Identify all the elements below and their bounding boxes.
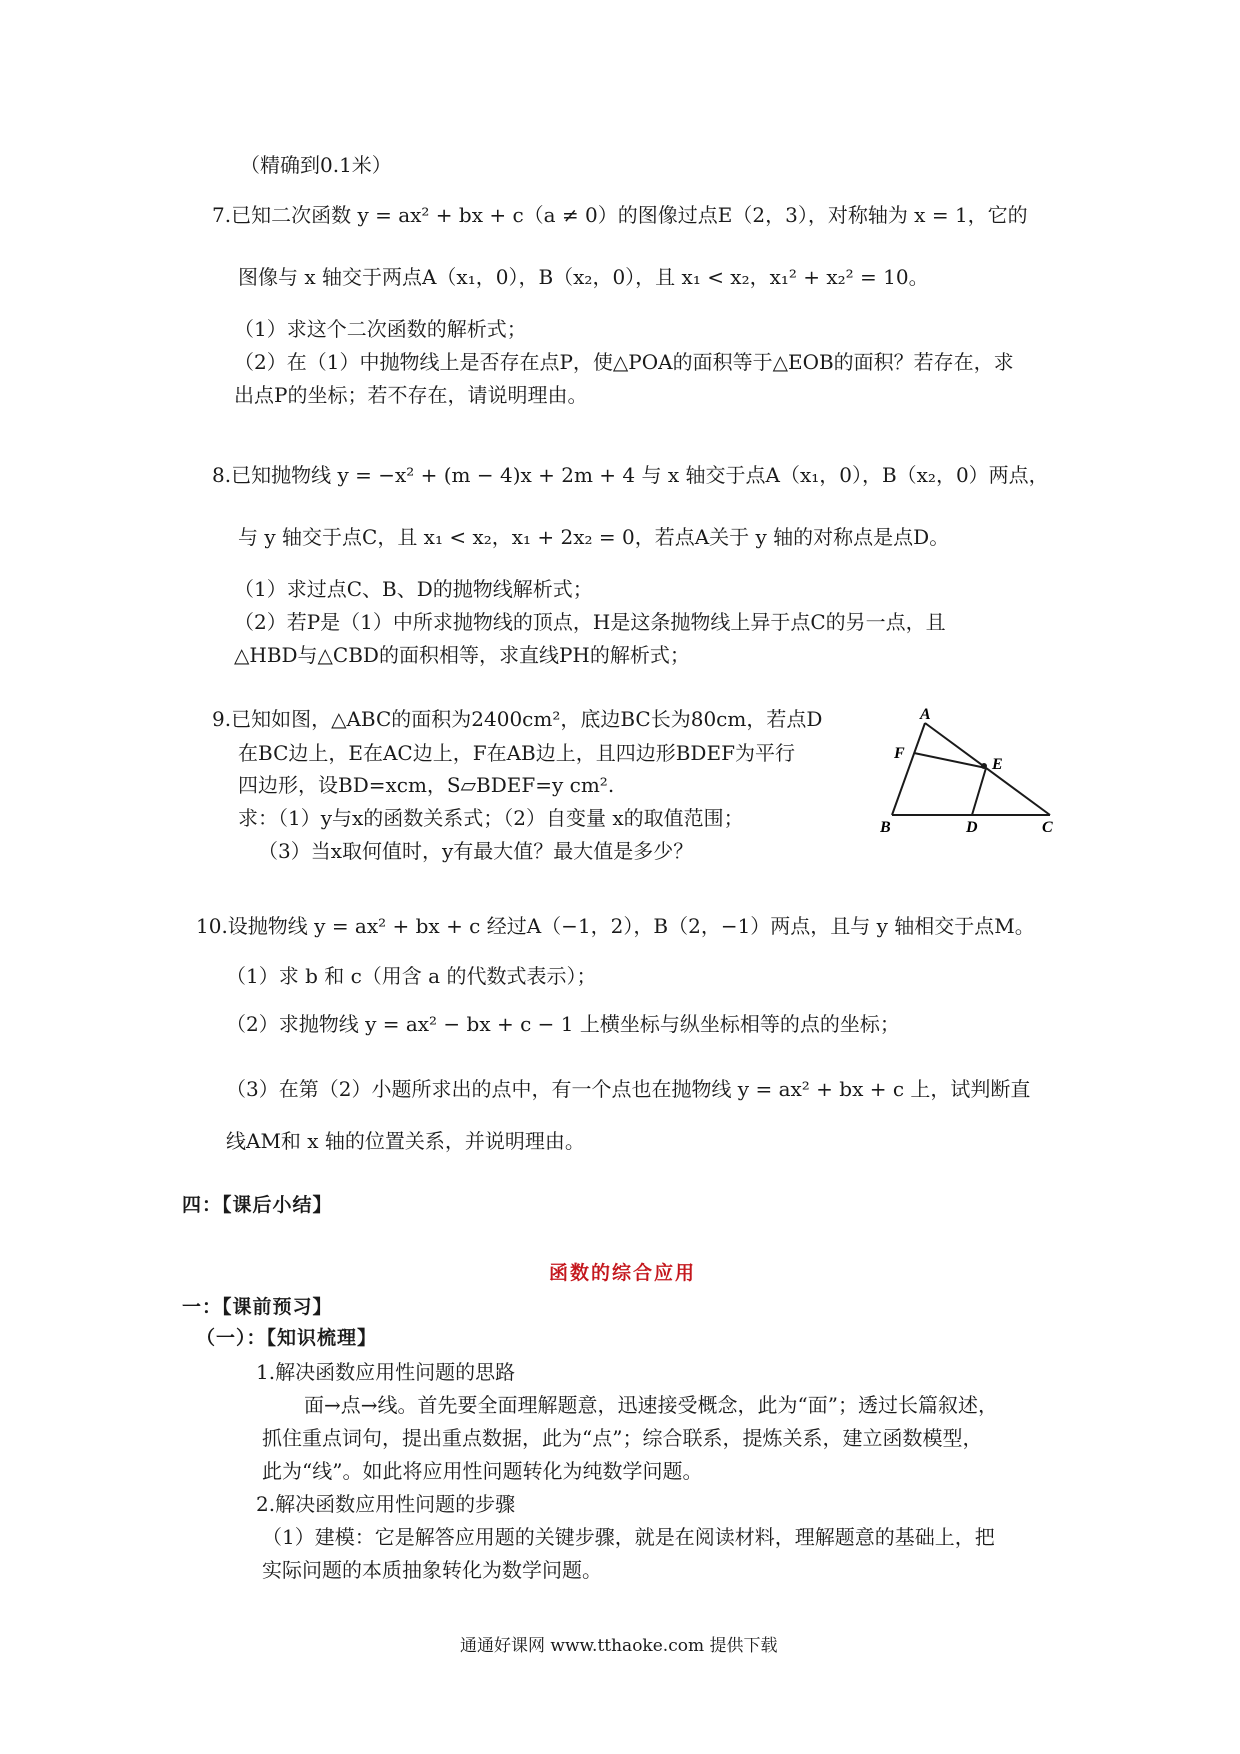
q9-line2: 在BC边上，E在AC边上，F在AB边上，且四边形BDEF为平行 — [238, 741, 795, 765]
section-knowledge: （一）：【知识梳理】 — [196, 1327, 378, 1349]
knowledge-item2-line1: （1）建模：它是解答应用题的关键步骤，就是在阅读材料，理解题意的基础上，把 — [262, 1525, 995, 1549]
q10-line1: 10.设抛物线 y = ax² + bx + c 经过A（−1，2），B（2，−1）两点，且与 y 轴相交于点M。 — [196, 914, 1035, 938]
q7-part2-cont: 出点P的坐标；若不存在，请说明理由。 — [234, 383, 588, 407]
label-c: C — [1042, 819, 1053, 835]
parallelogram-figure — [880, 705, 1060, 835]
q7-line1: 7.已知二次函数 y = ax² + bx + c（a ≠ 0）的图像过点E（2，3），对称轴为 x = 1，它的 — [212, 203, 1028, 227]
knowledge-item1-line1: 面→点→线。首先要全面理解题意，迅速接受概念，此为“面”；透过长篇叙述， — [304, 1393, 998, 1417]
label-d: D — [966, 819, 978, 835]
label-a: A — [920, 706, 931, 723]
q9-line1: 9.已知如图，△ABC的面积为2400cm²，底边BC长为80cm，若点D — [212, 707, 823, 731]
section-preview: 一：【课前预习】 — [182, 1296, 333, 1318]
q7-part1: （1）求这个二次函数的解析式； — [234, 317, 527, 341]
precision-note: （精确到0.1米） — [240, 153, 392, 177]
q7-part2: （2）在（1）中抛物线上是否存在点P，使△POA的面积等于△EOB的面积？若存在，求 — [234, 350, 1014, 374]
label-b: B — [880, 819, 891, 835]
knowledge-item2: 2.解决函数应用性问题的步骤 — [256, 1492, 516, 1516]
knowledge-item1-line3: 此为“线”。如此将应用性问题转化为纯数学问题。 — [262, 1459, 703, 1483]
section-after-class-summary: 四：【课后小结】 — [182, 1194, 333, 1216]
segment-ed — [972, 768, 986, 815]
q8-line1: 8.已知抛物线 y = −x² + (m − 4)x + 2m + 4 与 x 轴交于点A（x₁，0），B（x₂，0）两点， — [212, 463, 1049, 487]
side-ac — [925, 723, 1050, 815]
q7-line2: 图像与 x 轴交于两点A（x₁，0），B（x₂，0），且 x₁ < x₂，x₁² + x₂² = 10。 — [238, 265, 929, 289]
knowledge-item2-line2: 实际问题的本质抽象转化为数学问题。 — [262, 1558, 602, 1582]
q8-part2-cont: △HBD与△CBD的面积相等，求直线PH的解析式； — [234, 643, 690, 667]
q9-line4: 求：（1）y与x的函数关系式；（2）自变量 x的取值范围； — [238, 806, 744, 830]
knowledge-item1: 1.解决函数应用性问题的思路 — [256, 1360, 516, 1384]
label-f: F — [894, 745, 905, 762]
q9-line5: （3）当x取何值时，y有最大值？最大值是多少？ — [258, 839, 694, 863]
q10-part1: （1）求 b 和 c（用含 a 的代数式表示）； — [226, 964, 597, 988]
page-footer: 通通好课网 www.tthaoke.com 提供下载 — [460, 1636, 778, 1656]
q8-part2: （2）若P是（1）中所求抛物线的顶点，H是这条抛物线上异于点C的另一点，且 — [234, 610, 946, 634]
side-ab — [892, 723, 925, 815]
knowledge-item1-line2: 抓住重点词句，提出重点数据，此为“点”；综合联系，提炼关系，建立函数模型， — [262, 1426, 983, 1450]
q9-line3: 四边形，设BD=xcm，S▱BDEF=y cm². — [238, 773, 615, 797]
q10-part3: （3）在第（2）小题所求出的点中，有一个点也在抛物线 y = ax² + bx + c 上，试判断直 — [226, 1077, 1031, 1101]
q8-part1: （1）求过点C、B、D的抛物线解析式； — [234, 577, 593, 601]
q10-part3-cont: 线AM和 x 轴的位置关系，并说明理由。 — [226, 1129, 585, 1153]
q10-part2: （2）求抛物线 y = ax² − bx + c − 1 上横坐标与纵坐标相等的点的坐标； — [226, 1012, 900, 1036]
q8-line2: 与 y 轴交于点C，且 x₁ < x₂，x₁ + 2x₂ = 0，若点A关于 y 轴的对称点是点D。 — [238, 525, 950, 549]
label-e: E — [992, 756, 1003, 773]
page-title: 函数的综合应用 — [549, 1262, 697, 1284]
